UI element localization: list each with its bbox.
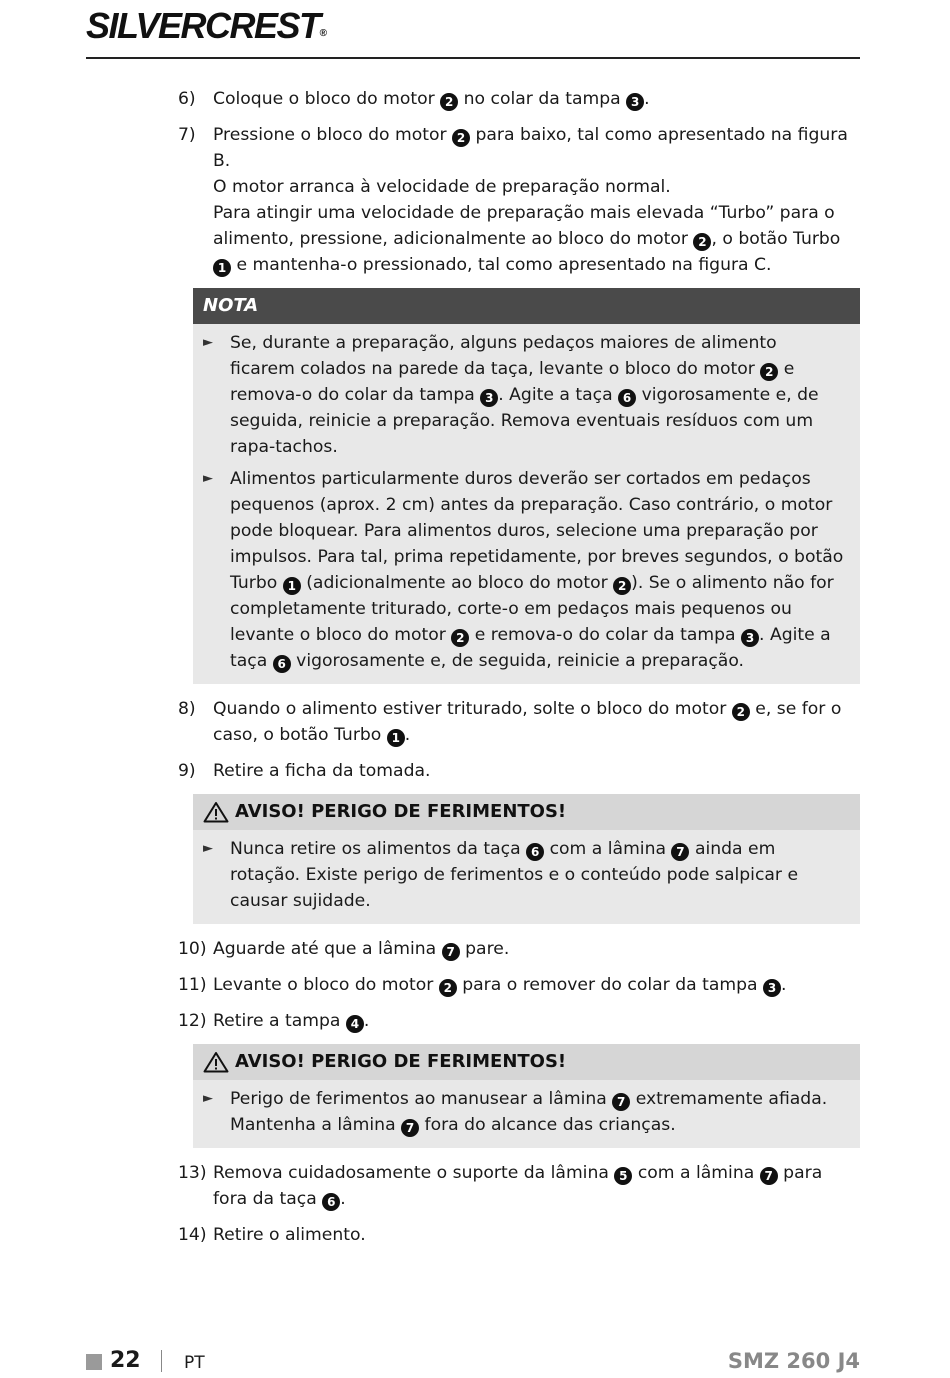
step-number: 11)	[178, 975, 207, 995]
bullet-arrow-icon: ►	[203, 1091, 213, 1106]
part-number-badge: 1	[283, 577, 301, 595]
step-text	[213, 972, 860, 998]
bullet-arrow-icon: ►	[203, 841, 213, 856]
step-paragraph	[213, 758, 860, 784]
text-run: Retire a ficha da tomada.	[213, 761, 431, 781]
warning-box	[193, 794, 860, 924]
part-number-badge: 2	[440, 93, 458, 111]
text-run: Levante o bloco do motor	[213, 975, 439, 995]
text-run: Perigo de ferimentos ao manusear a lâmina	[230, 1089, 613, 1109]
warning-header	[193, 1044, 860, 1080]
text-run: .	[644, 89, 650, 109]
text-run: Remova cuidadosamente o suporte da lâmina	[213, 1163, 615, 1183]
step-item	[178, 1222, 860, 1248]
note-list	[193, 324, 860, 684]
bullet-arrow-icon: ►	[203, 335, 213, 350]
bullet-item	[203, 1086, 846, 1138]
step-item	[178, 1160, 860, 1212]
text-run: Aguarde até que a lâmina	[213, 939, 442, 959]
footer-square-icon	[86, 1354, 102, 1370]
text-run: .	[363, 1011, 370, 1031]
step-item	[178, 972, 860, 998]
step-item	[178, 696, 860, 748]
step-text	[213, 122, 860, 278]
part-number-badge: 3	[741, 629, 759, 647]
step-paragraph	[213, 696, 860, 748]
text-run: .	[781, 975, 787, 995]
steps-low	[178, 936, 860, 1034]
page-footer	[86, 1346, 860, 1376]
text-run: e, se for o caso, o botão Turbo	[213, 699, 842, 745]
step-text	[213, 758, 860, 784]
bullet-item	[203, 330, 846, 460]
step-paragraph	[213, 936, 860, 962]
step-paragraph	[213, 174, 860, 200]
bullet-text	[230, 466, 846, 674]
step-number: 7)	[178, 125, 196, 145]
footer-divider	[161, 1350, 162, 1372]
step-paragraph	[213, 1222, 860, 1248]
steps-end	[178, 1160, 860, 1248]
step-paragraph	[213, 122, 860, 174]
step-item	[178, 86, 860, 112]
bullet-text	[230, 1086, 846, 1138]
text-run: pare.	[459, 939, 510, 959]
part-number-badge: 1	[213, 259, 231, 277]
text-run: no colar da tampa	[458, 89, 627, 109]
page-header	[86, 4, 860, 60]
text-run: e remova-o do colar da tampa	[230, 359, 795, 405]
step-item	[178, 122, 860, 278]
part-number-badge: 7	[612, 1093, 630, 1111]
bullet-text	[230, 836, 846, 914]
text-run: Nunca retire os alimentos da taça	[230, 839, 527, 859]
step-item	[178, 1008, 860, 1034]
header-divider	[86, 57, 860, 59]
part-number-badge: 2	[452, 129, 470, 147]
warning-title: AVISO! PERIGO DE FERIMENTOS!	[235, 1051, 567, 1072]
part-number-badge: 6	[526, 843, 544, 861]
step-paragraph	[213, 1008, 860, 1034]
part-number-badge: 7	[442, 943, 460, 961]
part-number-badge: 2	[693, 233, 711, 251]
text-run: , o botão Turbo	[711, 229, 841, 249]
part-number-badge: 7	[671, 843, 689, 861]
text-run: ). Se o alimento não for completamente triturado, corte-o em pedaços mais pequenos ou levante o bloco do motor	[230, 573, 834, 645]
warning-header	[193, 794, 860, 830]
warning-list	[193, 830, 860, 924]
warning-box	[193, 1044, 860, 1148]
step-number: 13)	[178, 1163, 207, 1183]
brand-logo	[86, 4, 325, 48]
part-number-badge: 4	[346, 1015, 364, 1033]
part-number-badge: 7	[401, 1119, 419, 1137]
text-run: vigorosamente e, de seguida, reinicie a preparação. Remova eventuais resíduos com um rapa-tachos.	[230, 385, 819, 457]
text-run: . Agite a taça	[498, 385, 619, 405]
part-number-badge: 2	[760, 363, 778, 381]
text-run: Pressione o bloco do motor	[213, 125, 452, 145]
brand-name: SILVERCREST	[86, 5, 320, 46]
step-paragraph	[213, 1160, 860, 1212]
step-text	[213, 1160, 860, 1212]
text-run: Retire o alimento.	[213, 1225, 366, 1245]
bullet-arrow-icon: ►	[203, 471, 213, 486]
bullet-item	[203, 466, 846, 674]
text-run: Retire a tampa	[213, 1011, 346, 1031]
step-paragraph	[213, 972, 860, 998]
part-number-badge: 5	[614, 1167, 632, 1185]
page-number: 22	[110, 1348, 141, 1373]
part-number-badge: 6	[618, 389, 636, 407]
note-box	[193, 288, 860, 684]
part-number-badge: 6	[322, 1193, 340, 1211]
registered-mark: ®	[319, 28, 326, 39]
text-run: e remova-o do colar da tampa	[469, 625, 742, 645]
part-number-badge: 2	[451, 629, 469, 647]
text-run: Coloque o bloco do motor	[213, 89, 441, 109]
text-run: extremamente afiada. Mantenha a lâmina	[230, 1089, 828, 1135]
text-run: Quando o alimento estiver triturado, solte o bloco do motor	[213, 699, 732, 719]
steps-top	[178, 86, 860, 278]
part-number-badge: 7	[760, 1167, 778, 1185]
step-text	[213, 696, 860, 748]
step-number: 12)	[178, 1011, 207, 1031]
step-item	[178, 936, 860, 962]
part-number-badge: 2	[613, 577, 631, 595]
text-run: .	[340, 1189, 346, 1209]
step-number: 8)	[178, 699, 196, 719]
text-run: .	[404, 725, 411, 745]
warning-title: AVISO! PERIGO DE FERIMENTOS!	[235, 801, 567, 822]
bullet-item	[203, 836, 846, 914]
warning-icon	[203, 1051, 229, 1073]
note-title: NOTA	[193, 288, 860, 324]
part-number-badge: 1	[387, 729, 405, 747]
warning-list	[193, 1080, 860, 1148]
part-number-badge: 2	[439, 979, 457, 997]
part-number-badge: 3	[763, 979, 781, 997]
step-number: 10)	[178, 939, 207, 959]
text-run: ainda em rotação. Existe perigo de ferimentos e o conteúdo pode salpicar e causar sujidade.	[230, 839, 799, 911]
step-paragraph	[213, 200, 860, 278]
part-number-badge: 3	[626, 93, 644, 111]
step-number: 14)	[178, 1225, 207, 1245]
text-run: para o remover do colar da tampa	[456, 975, 764, 995]
text-run: e mantenha-o pressionado, tal como apresentado na figura C.	[231, 255, 772, 275]
warning-icon	[203, 801, 229, 823]
text-run: O motor arranca à velocidade de preparação normal.	[213, 177, 671, 197]
text-run: . Agite a taça	[230, 625, 831, 671]
step-text	[213, 1008, 860, 1034]
text-run: para fora da taça	[213, 1163, 823, 1209]
text-run: para baixo, tal como apresentado na figura B.	[213, 125, 848, 171]
bullet-text	[230, 330, 846, 460]
part-number-badge: 3	[480, 389, 498, 407]
text-run: com a lâmina	[544, 839, 672, 859]
step-text	[213, 936, 860, 962]
step-item	[178, 758, 860, 784]
text-run: Alimentos particularmente duros deverão ser cortados em pedaços pequenos (aprox. 2 cm) antes da preparação. Caso contrário, o motor pode bloquear. Para alimentos duros, selecione uma preparação por impulsos. Para tal, prima repetidamente, por breves segundos, o botão Turbo	[230, 469, 844, 593]
step-number: 9)	[178, 761, 196, 781]
steps-mid	[178, 696, 860, 784]
step-text	[213, 86, 860, 112]
part-number-badge: 2	[732, 703, 750, 721]
text-run: Se, durante a preparação, alguns pedaços maiores de alimento ficarem colados na parede da taça, levante o bloco do motor	[230, 333, 777, 379]
text-run: com a lâmina	[632, 1163, 760, 1183]
text-run: vigorosamente e, de seguida, reinicie a preparação.	[290, 651, 744, 671]
part-number-badge: 6	[273, 655, 291, 673]
text-run: Para atingir uma velocidade de preparação mais elevada “Turbo” para o alimento, pressione, adicionalmente ao bloco do motor	[213, 203, 835, 249]
text-run: (adicionalmente ao bloco do motor	[300, 573, 614, 593]
text-run: fora do alcance das crianças.	[419, 1115, 676, 1135]
step-text	[213, 1222, 860, 1248]
language-code: PT	[184, 1353, 205, 1373]
model-number: SMZ 260 J4	[727, 1349, 860, 1373]
instructions	[178, 86, 860, 1258]
step-paragraph	[213, 86, 860, 112]
step-number: 6)	[178, 89, 196, 109]
